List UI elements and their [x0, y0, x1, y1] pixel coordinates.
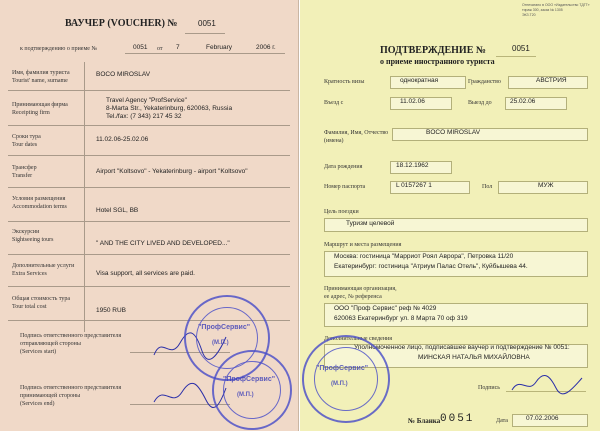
- confirmation-sheet: [300, 0, 600, 431]
- name-label: Фамилия, Имя, Отчество: [324, 130, 389, 136]
- firm-value-3: Tel./fax: (7 343) 217 45 32: [106, 113, 182, 120]
- firm-label-en: Receipting firm: [12, 110, 50, 116]
- voucher-number: 0051: [198, 19, 216, 28]
- accom-label-en: Accommodation terms: [12, 204, 67, 210]
- confirmation-number: 0051: [512, 44, 530, 53]
- purpose-value: Туризм целевой: [346, 220, 395, 227]
- org-value-2: 620063 Екатеринбург ул. 8 Марта 70 оф 319: [334, 315, 468, 322]
- extra-label-en: Extra Services: [12, 271, 47, 277]
- dates-label-ru: Сроки тура: [12, 134, 41, 140]
- voucher-sub-year: 2006 г.: [256, 44, 276, 51]
- exit-value: 25.02.06: [510, 98, 536, 105]
- transfer-label-ru: Трансфер: [12, 165, 37, 171]
- extra-info-label: Дополнительные сведения: [324, 336, 393, 342]
- extra-label-ru: Дополнительные услуги: [12, 263, 75, 269]
- corner-note-1: Отпечатано в ООО «Издательство ТДГТ»: [522, 3, 590, 7]
- cost-value: 1950 RUB: [96, 307, 126, 314]
- name-label-2: (имена): [324, 138, 344, 144]
- tourist-label-en: Tourist' name, surname: [12, 78, 68, 84]
- voucher-sub-month: February: [206, 44, 233, 51]
- corner-note-3: ЭКЗ.Т20: [522, 13, 536, 17]
- sign2-label-en: (Services end): [20, 401, 55, 407]
- purpose-label: Цель поездки: [324, 209, 359, 215]
- form-number-label: № Бланка: [408, 417, 441, 425]
- entry-value: 11.02.06: [400, 98, 425, 105]
- visa-label: Кратность визы: [324, 79, 365, 85]
- route-value-2: Екатеринбург: гостиница "Атриум Палас Отель", Куйбышева 44.: [334, 263, 528, 270]
- route-value-1: Москва: гостиница "Марриот Роял Аврора", Петровка 11/20: [334, 253, 514, 260]
- company-stamp-3: "ПрофСервис" (М.П.): [302, 335, 390, 423]
- sign1-label-en: (Services start): [20, 349, 57, 355]
- passport-value: L 0157267 1: [396, 182, 432, 189]
- citizenship-label: Гражданство: [468, 79, 501, 85]
- firm-value-2: 8-Marta Str., Yekaterinburg, 620063, Russia: [106, 105, 233, 112]
- passport-label: Номер паспорта: [324, 184, 366, 190]
- voucher-sub-day: 7: [176, 44, 180, 51]
- transfer-label-en: Transfer: [12, 173, 33, 179]
- firm-label-ru: Принимающая фирма: [12, 102, 68, 108]
- date-label: Дата: [496, 418, 508, 424]
- route-label: Маршрут и места размещения: [324, 242, 402, 248]
- excursions-label-ru: Экскурсии: [12, 229, 40, 235]
- voucher-sheet: [0, 0, 299, 431]
- extra-value: Visa support, all services are paid.: [96, 270, 195, 277]
- tourist-value: BOCO MIROSLAV: [96, 71, 151, 78]
- name-value: BOCO MIROSLAV: [426, 129, 481, 136]
- tourist-label-ru: Имя, фамилия туриста: [12, 70, 70, 76]
- company-stamp-2: "ПрофСервис" (М.П.): [212, 350, 292, 430]
- confirmation-subtitle: о приеме иностранного туриста: [380, 57, 495, 66]
- entry-label: Въезд с: [324, 100, 344, 106]
- voucher-title: ВАУЧЕР (VOUCHER) №: [65, 18, 178, 29]
- visa-value: однократная: [400, 77, 439, 84]
- org-value-1: ООО "Проф Сервис" реф № 4029: [334, 305, 437, 312]
- sex-label: Пол: [482, 184, 493, 190]
- extra-info-value-2: МИНСКАЯ НАТАЛЬЯ МИХАЙЛОВНА: [418, 354, 530, 361]
- transfer-value: Airport "Koltsovo" - Yekaterinburg - airport "Koltsovo": [96, 168, 248, 175]
- dates-value: 11.02.06-25.02.06: [96, 136, 149, 143]
- voucher-sub-from: от: [157, 46, 163, 52]
- accom-value: Hotel SGL, BB: [96, 207, 139, 214]
- org-label-1: Принимающая организация,: [324, 286, 397, 292]
- cost-label-ru: Общая стоимость тура: [12, 296, 71, 302]
- dates-label-en: Tour dates: [12, 142, 38, 148]
- sign1-label-1: Подпись ответственного представителя: [20, 333, 122, 339]
- firm-value-1: Travel Agency "ProfService": [106, 97, 187, 104]
- dob-label: Дата рождения: [324, 164, 363, 170]
- form-number: 0051: [440, 413, 475, 425]
- sign2-label-1: Подпись ответственного представителя: [20, 385, 122, 391]
- confirmation-signature: [510, 372, 584, 396]
- org-label-2: ее адрес, № референса: [324, 294, 382, 300]
- sign1-label-2: отправляющей стороны: [20, 341, 81, 347]
- dob-value: 18.12.1962: [396, 162, 429, 169]
- confirmation-title: ПОДТВЕРЖДЕНИЕ №: [380, 45, 486, 56]
- excursions-label-en: Sightseeing tours: [12, 237, 54, 243]
- accom-label-ru: Условия размещения: [12, 196, 66, 202]
- corner-note-2: тираж 300, заказ № 1305: [522, 8, 563, 12]
- sex-value: МУЖ: [538, 182, 554, 189]
- cost-label-en: Tour total cost: [12, 304, 47, 310]
- excursions-value: " AND THE CITY LIVED AND DEVELOPED...": [96, 240, 230, 247]
- citizenship-value: АВСТРИЯ: [536, 77, 567, 84]
- voucher-sub-number: 0051: [133, 44, 148, 51]
- voucher-sub-line: к подтверждению о приеме №: [20, 46, 98, 52]
- extra-info-value-1: Уполномоченное лицо, подписавшее ваучер и подтверждение № 0051:: [354, 344, 570, 351]
- date-value: 07.02.2006: [526, 415, 559, 422]
- exit-label: Выезд до: [468, 100, 492, 106]
- sign2-label-2: принимающей стороны: [20, 393, 81, 399]
- company-stamp: "ПрофСервис" (М.П.): [184, 295, 270, 381]
- signature-label: Подпись: [478, 385, 501, 391]
